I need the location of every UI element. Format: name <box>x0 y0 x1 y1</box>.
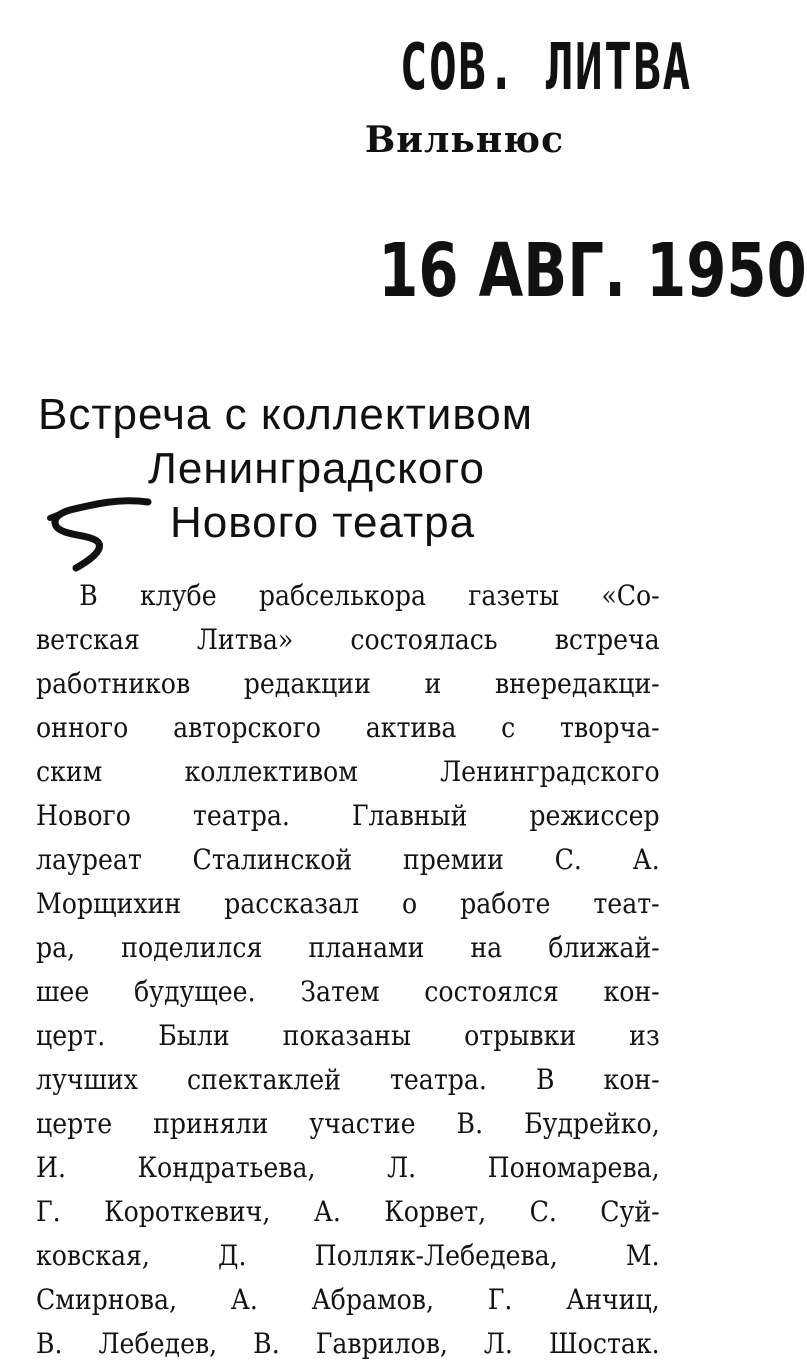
body-line: работников редакции и внередакци- <box>36 667 660 700</box>
body-line: В клубе рабселькора газеты «Со- <box>79 579 660 612</box>
body-line: церте приняли участие В. Будрейко, <box>36 1107 660 1140</box>
article-body <box>36 574 660 1366</box>
body-line: церт. Были показаны отрывки из <box>36 1019 660 1052</box>
body-line: Смирнова, А. Абрамов, Г. Анчиц, <box>36 1283 660 1316</box>
body-line: ветская Литва» состоялась встреча <box>36 623 660 656</box>
body-line: ковская, Д. Полляк-Лебедева, М. <box>36 1239 660 1272</box>
stamp-city: Вильнюс <box>364 119 564 161</box>
archive-stamp <box>299 28 807 316</box>
hand-drawn-arrow-icon <box>40 488 160 578</box>
stamp-newspaper-name: СОВ. ЛИТВА <box>399 31 692 105</box>
body-line: лучших спектаклей театра. В кон- <box>36 1063 660 1096</box>
body-line: И. Кондратьева, Л. Пономарева, <box>36 1151 660 1184</box>
body-line: Г. Короткевич, А. Корвет, С. Суй- <box>36 1195 660 1228</box>
headline-line-2: Ленинградского <box>148 444 485 493</box>
body-line: Морщихин рассказал о работе теат- <box>36 887 660 920</box>
headline-line-3: Нового театра <box>170 498 476 547</box>
body-line: Нового театра. Главный режиссер <box>36 799 660 832</box>
body-line: ра, поделился планами на ближай- <box>36 931 660 964</box>
stamp-date: 16 АВГ. 1950 <box>378 228 807 314</box>
body-line: лауреат Сталинской премии С. А. <box>36 843 660 876</box>
body-line: ским коллективом Ленинградского <box>36 755 660 788</box>
body-line: онного авторского актива с творча- <box>36 711 660 744</box>
body-line: В. Лебедев, В. Гаврилов, Л. Шостак. <box>36 1327 660 1360</box>
headline-line-1: Встреча с коллективом <box>38 390 533 439</box>
body-line: шее будущее. Затем состоялся кон- <box>36 975 660 1008</box>
